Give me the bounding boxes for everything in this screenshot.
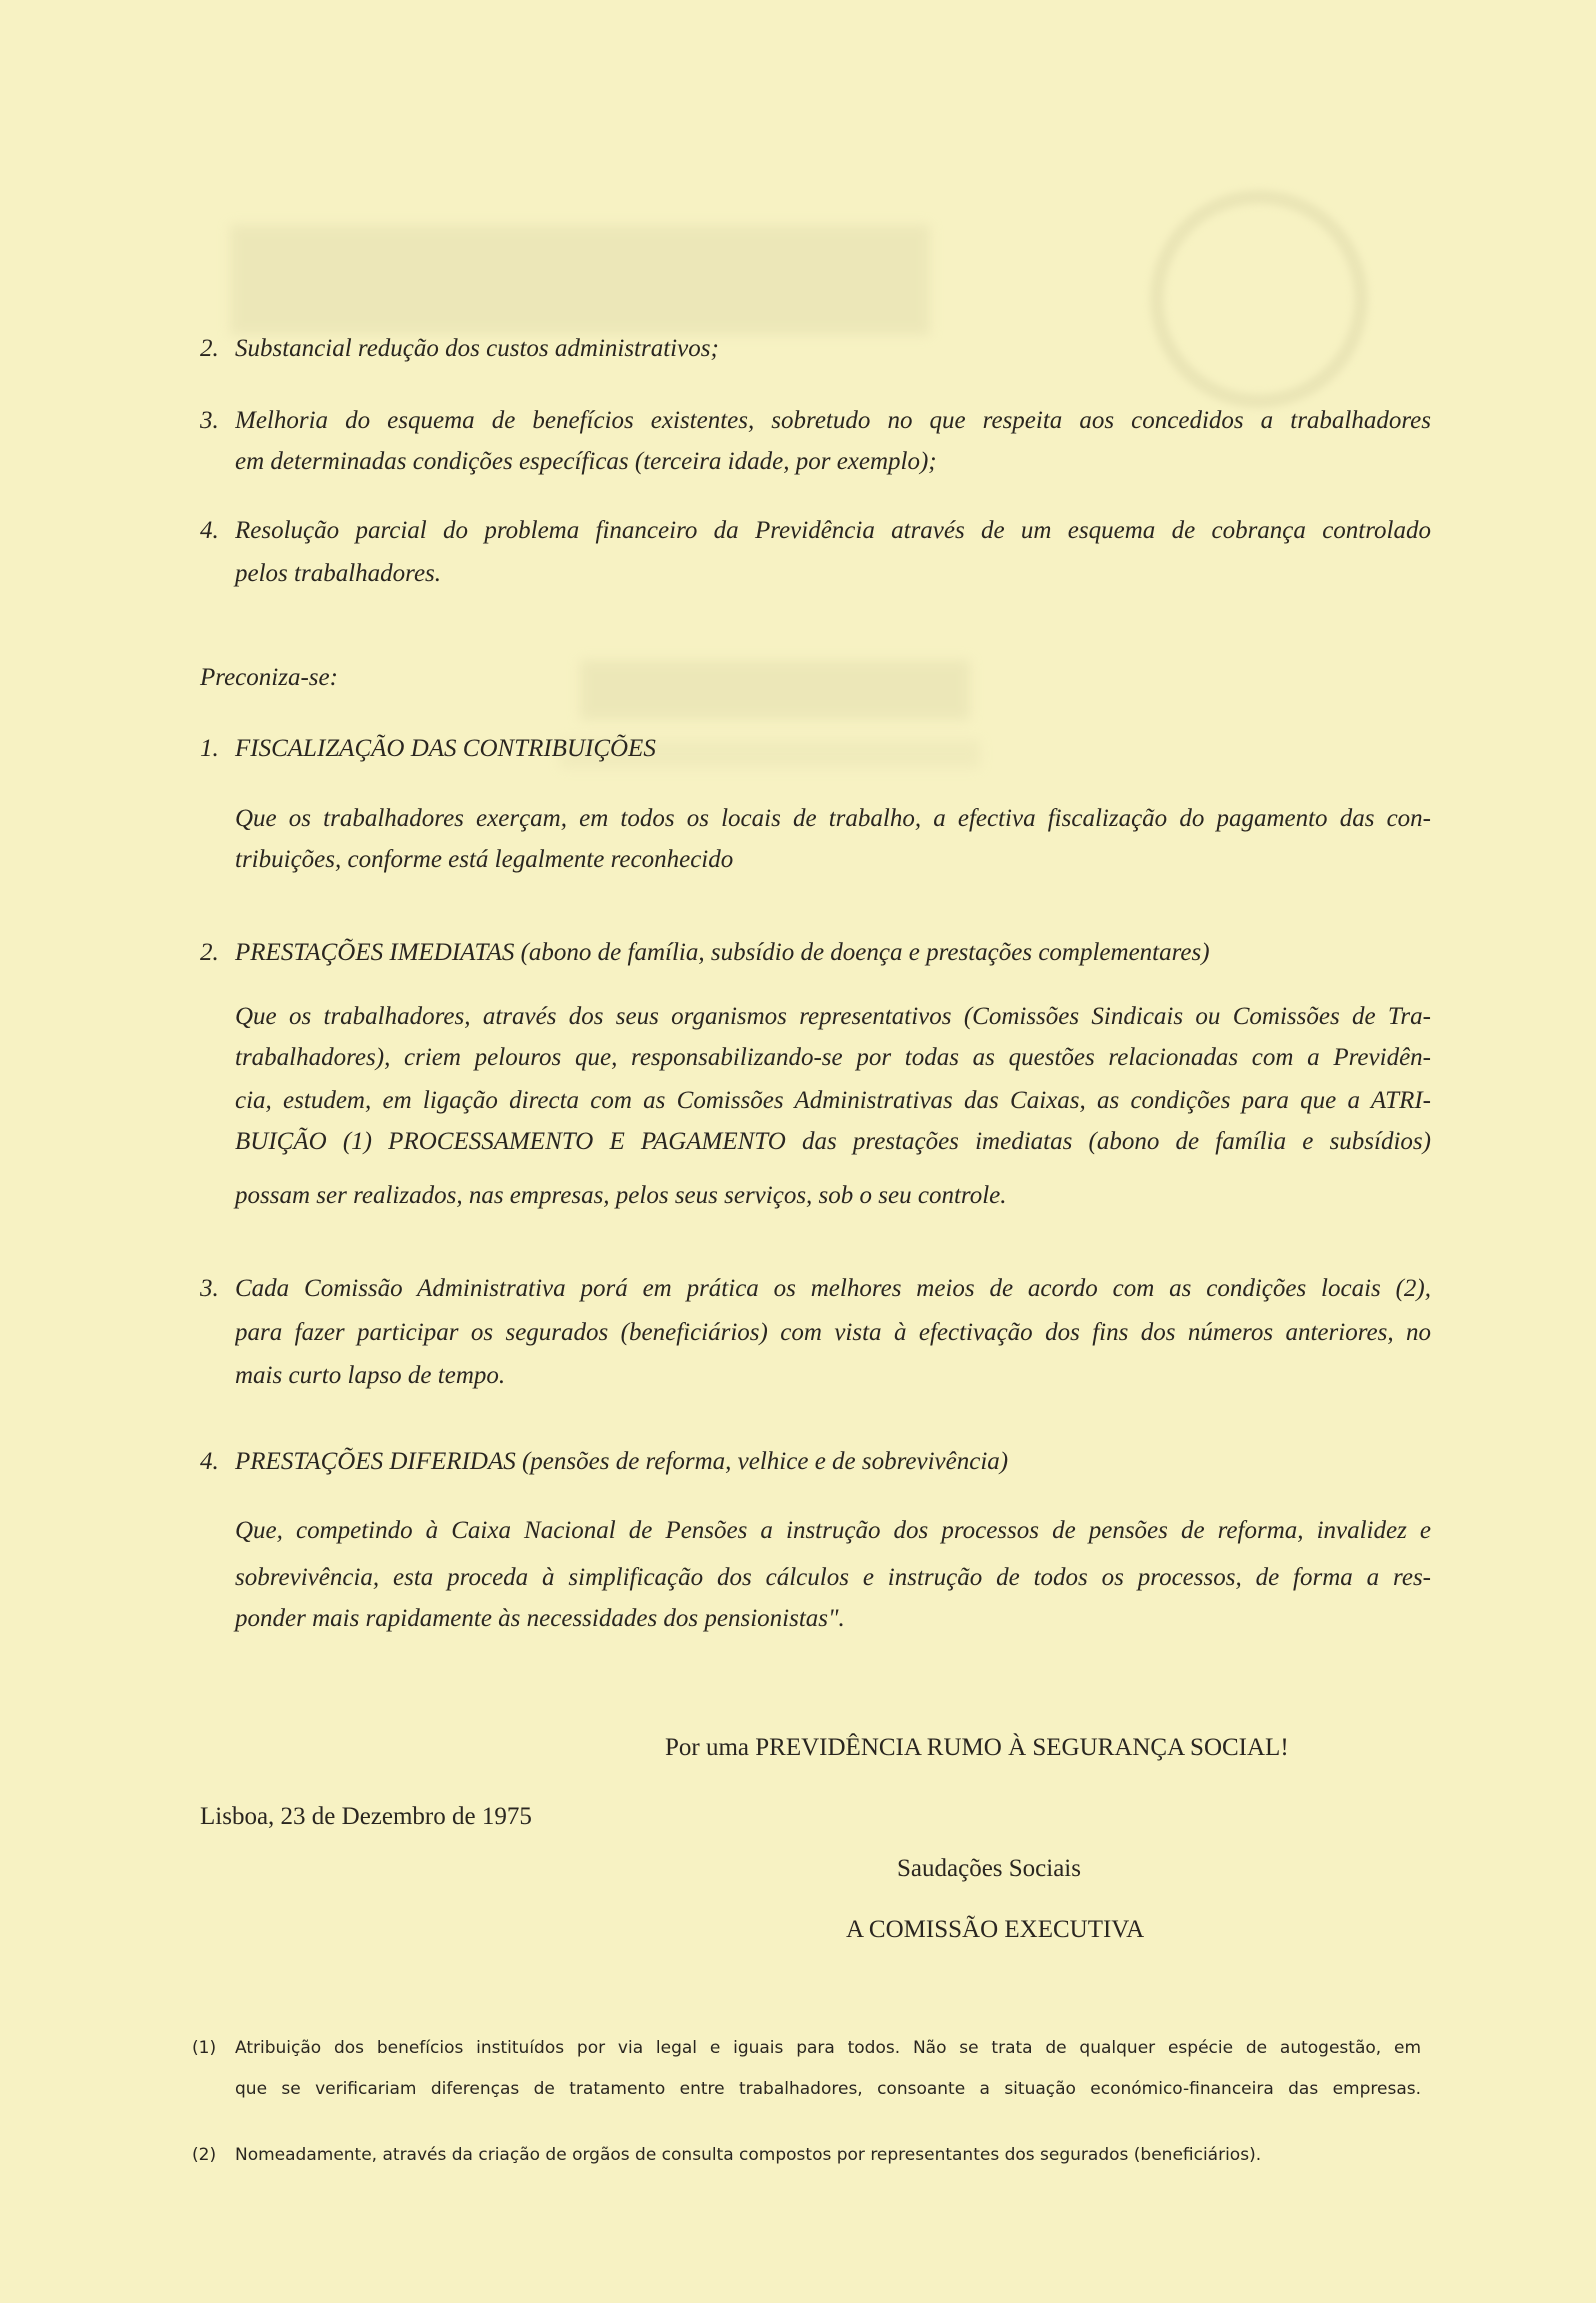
section-number: 1. [200,735,219,762]
section-number: 4. [200,1448,219,1475]
section-text: sobrevivência, esta proceda à simplificação dos cálculos e instrução de todos os processos, de forma a res- [235,1564,1431,1591]
section-heading: FISCALIZAÇÃO DAS CONTRIBUIÇÕES [235,735,656,762]
list-item-text: Melhoria do esquema de benefícios existentes, sobretudo no que respeita aos concedidos a trabalhadores [235,407,1431,434]
list-item-text: Substancial redução dos custos administrativos; [235,335,719,362]
section-text: tribuições, conforme está legalmente reconhecido [235,846,734,873]
section-text: para fazer participar os segurados (beneficiários) com vista à efectivação dos fins dos números anteriores, no [235,1319,1431,1346]
greeting: Saudações Sociais [897,1855,1081,1882]
section-text: Que os trabalhadores, através dos seus organismos representativos (Comissões Sindicais ou Comissões de Tra- [235,1003,1431,1030]
place-date: Lisboa, 23 de Dezembro de 1975 [200,1803,532,1830]
bleed-through-seal [1150,190,1368,408]
signature: A COMISSÃO EXECUTIVA [846,1916,1145,1943]
slogan: Por uma PREVIDÊNCIA RUMO À SEGURANÇA SOCIAL! [665,1734,1289,1761]
section-text: cia, estudem, em ligação directa com as Comissões Administrativas das Caixas, as condições para que a ATRI- [235,1087,1431,1114]
bleed-through-title [580,660,970,720]
footnote-text: Atribuição dos benefícios instituídos por via legal e iguais para todos. Não se trata de qualquer espécie de autogestão, em [235,2038,1421,2058]
list-number: 4. [200,517,219,544]
section-number: 2. [200,939,219,966]
footnote-mark: (2) [192,2145,217,2165]
section-text: mais curto lapso de tempo. [235,1362,506,1389]
section-text: ponder mais rapidamente às necessidades dos pensionistas". [235,1605,845,1632]
bleed-through-heading [230,225,930,335]
section-text: Cada Comissão Administrativa porá em prática os melhores meios de acordo com as condições locais (2), [235,1275,1431,1302]
list-item-text: em determinadas condições específicas (terceira idade, por exemplo); [235,448,937,475]
section-text: Que, competindo à Caixa Nacional de Pensões a instrução dos processos de pensões de reforma, invalidez e [235,1517,1431,1544]
list-item-text: pelos trabalhadores. [235,560,442,587]
section-text: trabalhadores), criem pelouros que, responsabilizando-se por todas as questões relacionadas com a Previdên- [235,1044,1431,1071]
section-heading: PRESTAÇÕES IMEDIATAS (abono de família, subsídio de doença e prestações complementares) [235,939,1210,966]
footnote-text: Nomeadamente, através da criação de orgãos de consulta compostos por representantes dos segurados (beneficiários). [235,2145,1262,2165]
section-text: BUIÇÃO (1) PROCESSAMENTO E PAGAMENTO das prestações imediatas (abono de família e subsídios) [235,1128,1431,1155]
preconiza-label: Preconiza-se: [200,664,338,691]
footnote-text: que se verificariam diferenças de tratamento entre trabalhadores, consoante a situação económico-financeira das empresas. [235,2079,1421,2099]
footnote-mark: (1) [192,2038,217,2058]
section-number: 3. [200,1275,219,1302]
section-heading: PRESTAÇÕES DIFERIDAS (pensões de reforma, velhice e de sobrevivência) [235,1448,1009,1475]
section-text: possam ser realizados, nas empresas, pelos seus serviços, sob o seu controle. [235,1182,1007,1209]
list-item-text: Resolução parcial do problema financeiro da Previdência através de um esquema de cobrança controlado [235,517,1431,544]
section-text: Que os trabalhadores exerçam, em todos os locais de trabalho, a efectiva fiscalização do pagamento das con- [235,805,1431,832]
list-number: 2. [200,335,219,362]
list-number: 3. [200,407,219,434]
